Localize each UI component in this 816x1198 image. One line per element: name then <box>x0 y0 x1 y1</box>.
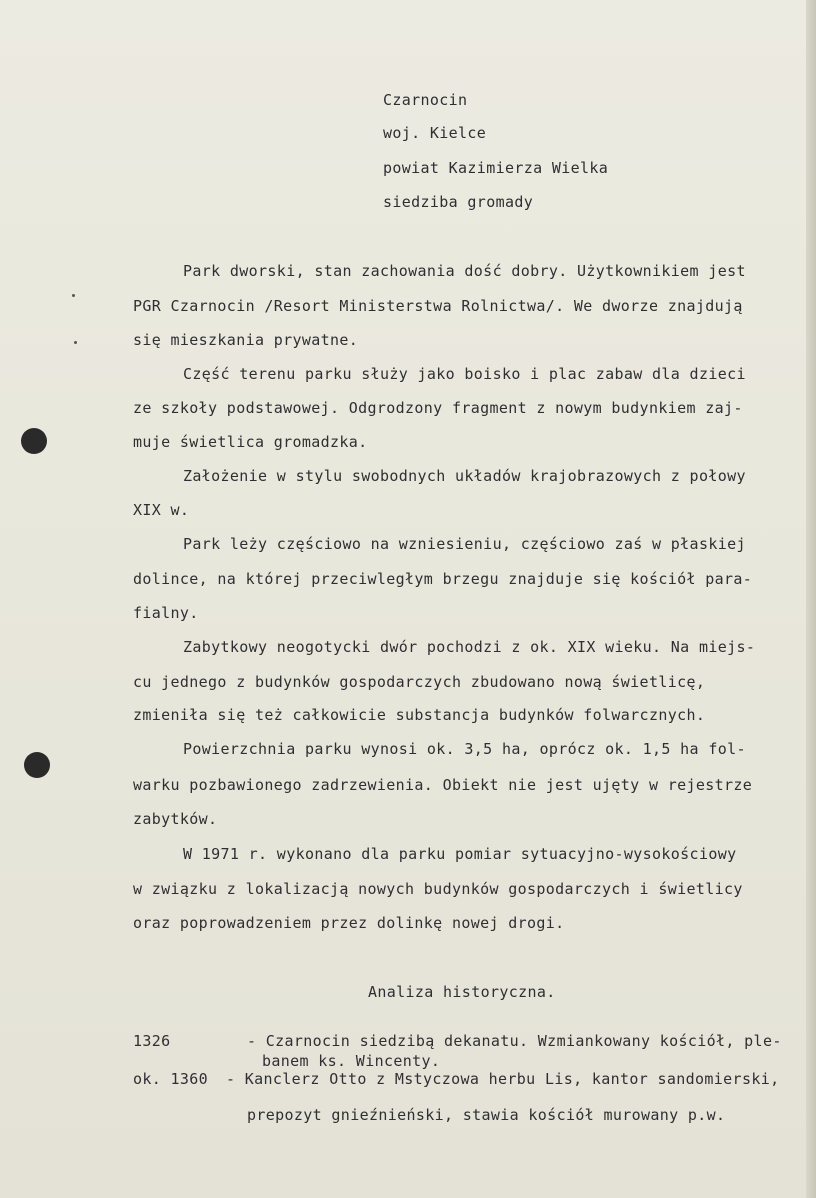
paragraph-line: muje świetlica gromadzka. <box>133 433 368 451</box>
header-town: Czarnocin <box>383 91 468 109</box>
chronology-year: 1326 <box>133 1032 171 1050</box>
paragraph-line: PGR Czarnocin /Resort Ministerstwa Rolnictwa/. We dworze znajdują <box>133 297 743 315</box>
chronology-year: ok. 1360 <box>133 1070 209 1088</box>
punch-hole <box>24 752 50 778</box>
paragraph-line: ze szkoły podstawowej. Odgrodzony fragment z nowym budynkiem zaj- <box>133 399 743 417</box>
paragraph-line: Powierzchnia parku wynosi ok. 3,5 ha, oprócz ok. 1,5 ha fol- <box>183 740 746 758</box>
chronology-entry-line: banem ks. Wincenty. <box>262 1052 441 1070</box>
paragraph-line: fialny. <box>133 604 199 622</box>
paragraph-line: Założenie w stylu swobodnych układów krajobrazowych z połowy <box>183 467 746 485</box>
paragraph-line: W 1971 r. wykonano dla parku pomiar sytuacyjno-wysokościowy <box>183 845 737 863</box>
chronology-entry-line: - Kanclerz Otto z Mstyczowa herbu Lis, kantor sandomierski, <box>226 1070 780 1088</box>
ink-speck <box>72 294 75 297</box>
chronology-entry-line: - Czarnocin siedzibą dekanatu. Wzmiankowany kościół, ple- <box>247 1032 782 1050</box>
ink-speck <box>74 341 77 344</box>
chronology-entry-line: prepozyt gnieźnieński, stawia kościół murowany p.w. <box>247 1106 726 1124</box>
paragraph-line: w związku z lokalizacją nowych budynków gospodarczych i świetlicy <box>133 880 743 898</box>
section-heading: Analiza historyczna. <box>368 983 556 1001</box>
paragraph-line: zmieniła się też całkowicie substancja budynków folwarcznych. <box>133 706 706 724</box>
paragraph-line: Park dworski, stan zachowania dość dobry. Użytkownikiem jest <box>183 262 746 280</box>
paragraph-line: Zabytkowy neogotycki dwór pochodzi z ok. XIX wieku. Na miejs- <box>183 638 756 656</box>
header-seat: siedziba gromady <box>383 193 534 211</box>
paragraph-line: dolince, na której przeciwległym brzegu znajduje się kościół para- <box>133 570 753 588</box>
paragraph-line: cu jednego z budynków gospodarczych zbudowano nową świetlicę, <box>133 673 706 691</box>
paragraph-line: zabytków. <box>133 810 218 828</box>
paragraph-line: Część terenu parku służy jako boisko i plac zabaw dla dzieci <box>183 365 746 383</box>
paragraph-line: warku pozbawionego zadrzewienia. Obiekt nie jest ujęty w rejestrze <box>133 776 753 794</box>
page-edge <box>806 0 816 1198</box>
header-county: powiat Kazimierza Wielka <box>383 159 609 177</box>
paragraph-line: oraz poprowadzeniem przez dolinkę nowej drogi. <box>133 914 565 932</box>
paragraph-line: się mieszkania prywatne. <box>133 331 359 349</box>
paragraph-line: Park leży częściowo na wzniesieniu, częściowo zaś w płaskiej <box>183 535 746 553</box>
punch-hole <box>21 428 47 454</box>
paragraph-line: XIX w. <box>133 501 190 519</box>
header-voivodeship: woj. Kielce <box>383 124 487 142</box>
